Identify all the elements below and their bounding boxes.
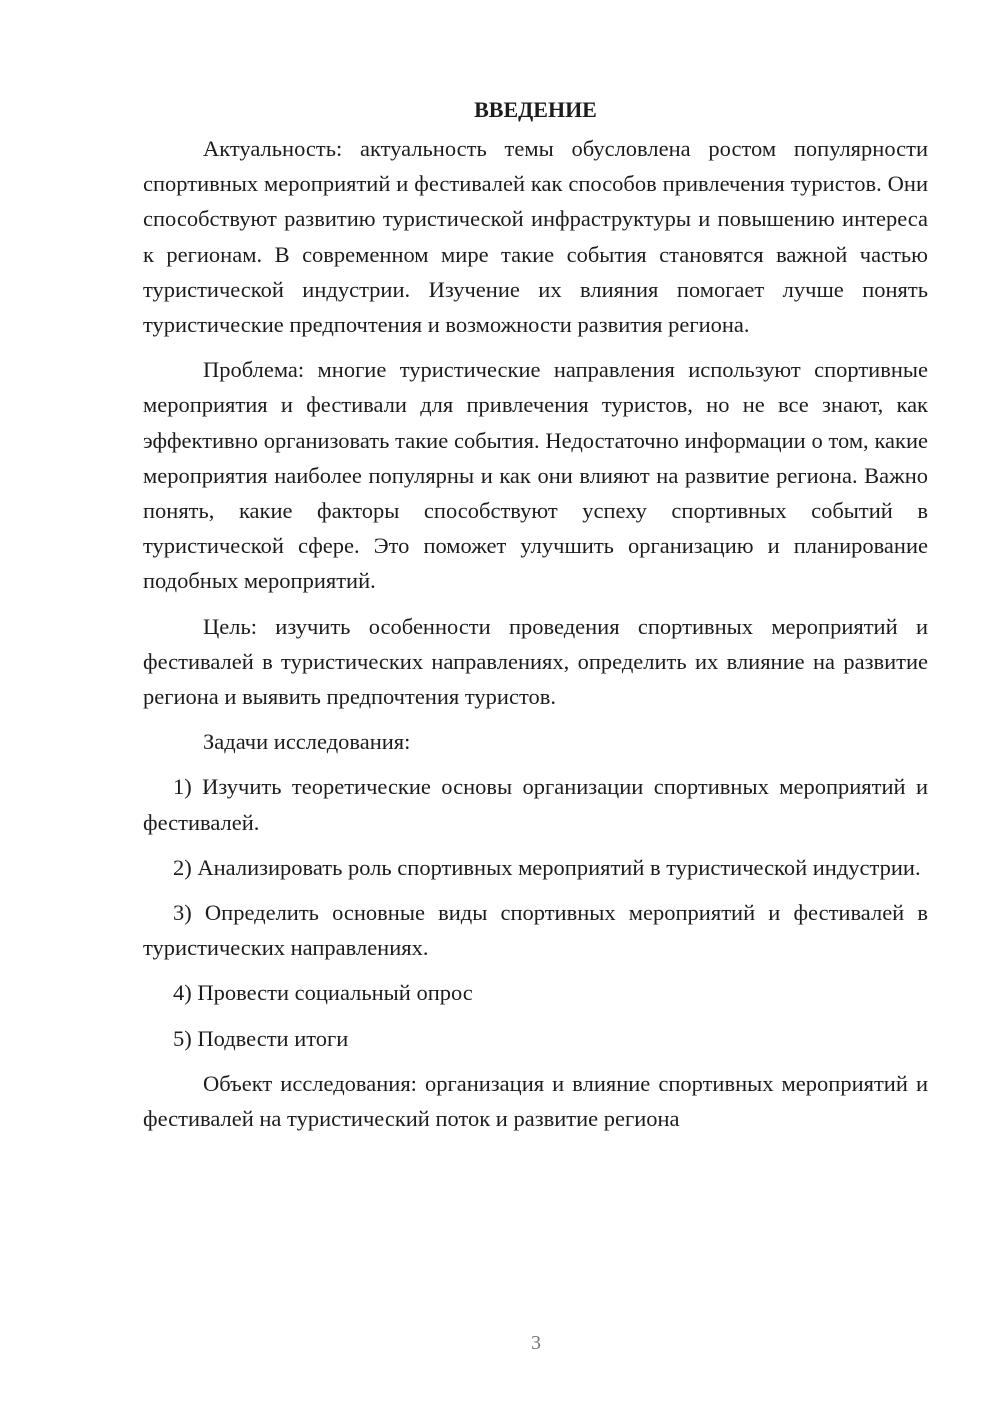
task-item-5: 5) Подвести итоги (173, 1025, 349, 1051)
task-item-1: 1) Изучить теоретические основы организации спортивных мероприятий и фестивалей. (143, 774, 928, 835)
task-item-2: 2) Анализировать роль спортивных мероприятий в туристической индустрии. (173, 854, 921, 880)
problem-paragraph: Проблема: многие туристические направления используют спортивные мероприятия и фестивали для привлечения туристов, но не все знают, как эффективно организовать такие события. Недостаточно информации о том, какие мероприятия наиболее популярны и как они влияют на развитие региона. Важно понять, какие факторы способствуют успеху спортивных событий в туристической сфере. Это поможет улучшить организацию и планирование подобных мероприятий. (143, 357, 928, 594)
object-paragraph: Объект исследования: организация и влияние спортивных мероприятий и фестивалей на туристический поток и развитие региона (143, 1070, 928, 1132)
tasks-list (143, 769, 928, 1055)
page-content (143, 92, 928, 1146)
page-number: 3 (531, 1332, 541, 1354)
relevance-paragraph: Актуальность: актуальность темы обусловлена ростом популярности спортивных мероприятий и фестивалей как способов привлечения туристов. Они способствуют развитию туристической инфраструктуры и повышению интереса к регионам. В современном мире такие события становятся важной частью туристической индустрии. Изучение их влияния помогает лучше понять туристические предпочтения и возможности развития региона. (143, 136, 928, 338)
task-item-3: 3) Определить основные виды спортивных мероприятий и фестивалей в туристических направлениях. (143, 900, 928, 961)
section-heading: ВВЕДЕНИЕ (474, 97, 597, 122)
goal-paragraph: Цель: изучить особенности проведения спортивных мероприятий и фестивалей в туристических направлениях, определить их влияние на развитие региона и выявить предпочтения туристов. (143, 613, 928, 710)
tasks-heading: Задачи исследования: (203, 729, 411, 755)
task-item-4: 4) Провести социальный опрос (173, 980, 473, 1006)
